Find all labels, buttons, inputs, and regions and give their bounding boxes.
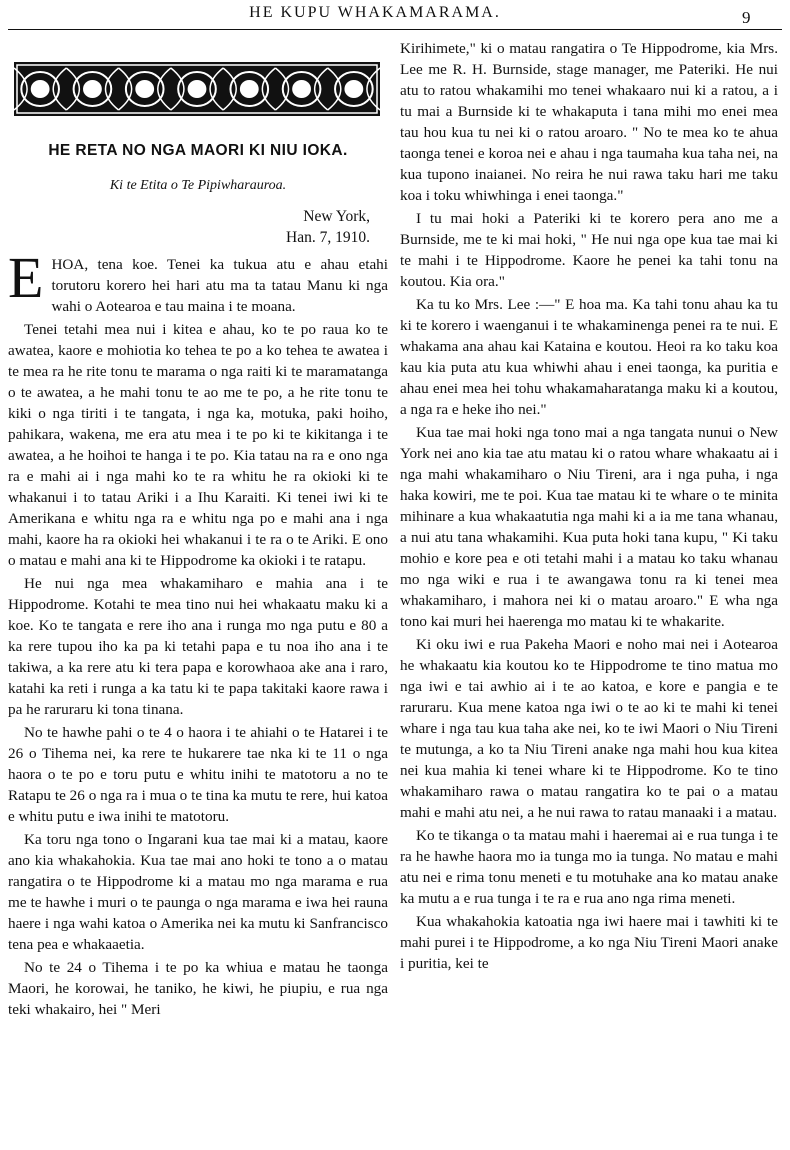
paragraph: I tu mai hoki a Pateriki ki te korero pera ano me a Burnside, me te ki mai hoki, " He nui nga ope kua tae mai ki te mahi i te Hippodrome. Kaore he penei ka tahi tonu na koutou. Kia ora." (400, 210, 778, 290)
ornament-core (31, 80, 50, 98)
running-title: HE KUPU WHAKAMARAMA. (249, 4, 501, 21)
drop-cap: E (8, 245, 44, 310)
dateline-date: Han. 7, 1910. (286, 229, 370, 246)
paragraph: Ka toru nga tono o Ingarani kua tae mai ki a matau, kaore ano kia whakahokia. Kua tae mai ano hoki te tono a o matau rangatira o te Hippodrome ki a matau mo nga marama e rua me te hawhe i muri o te paunga o nga marama e iwa hei rauna haere i nga wahi katoa o Amerika nei ka mutu ki Sanfrancisco tena pea e whakaaetia. (8, 831, 388, 953)
paragraph: No te hawhe pahi o te 4 o haora i te ahiahi o te Hatarei i te 26 o Tihema nei, ka rere te hukarere tae nka ki te 11 o nga haora o te po e toru putu e whitu inihi te matotoru a no te Ratapu te 26 o nga ra i mua o te tina ka mutu te rere, hui katoa e whitu putu e iwa inihi te matotoru. (8, 724, 388, 825)
ornament-core (135, 80, 154, 98)
paragraph: Kua whakahokia katoatia nga iwi haere mai i tawhiti ki te mahi purei i te Hippodrome, a ko nga Niu Tireni Maori anake i puritia, kei te (400, 913, 778, 972)
paragraph: Kua tae mai hoki nga tono mai a nga tangata nunui o New York nei ano kia tae atu matau ki o ratou whare whakaatu ai i nga mahi whakamiharo o Niu Tireni, ara i nga puha, i nga haka kowiri, me te poi. Kua tae matau ki te whare o te minita mihinare a kua whakaatutia nga mahi ki a ia me tana whanau, a nui atu tana whakamihi. Kua puta hoki tana kupu, " Ki taku mohio e kore pea e oti tetahi mahi i a matau ko taku whanau mo nga wiki e rua i te awangawa tonu ra ki tenei mea whakamiharo, i mahora nei ki o matau aroaro." E wha nga tono kai muri hei haerenga mo matau ki te whakarite. (400, 424, 778, 630)
paragraph: Ko te tikanga o ta matau mahi i haeremai ai e rua tunga i te ra he hawhe haora mo ia tunga mo ia tunga. No matau e mahi atu nei e rima tonu meneti e tu motuhake ana ko matau anake ka mutu a e rua tunga i te ra e rua ano nga rima meneti. (400, 827, 778, 907)
ornament-core (344, 80, 363, 98)
paragraph-continued: Kirihimete," ki o matau rangatira o Te Hippodrome, kia Mrs. Lee me R. H. Burnside, stage manager, me Pateriki. He nui atu to ratou whakamihi mo tenei whakaaro nui ki a ratou, a i tu mai a Burnside ki te whakaputa i tana mihi mo enei mea tau hou kua tu nei ki o ratou aroaro. " No te mea ko te ahua taonga tenei e koroa nei e ahau i nga taumaha kua taha nei, na kua tupono inaianei. No reira he nui rawa taku hari me taku koa i toku whiwhinga i enei taonga." (400, 40, 778, 204)
article-title: HE RETA NO NGA MAORI KI NIU IOKA. (48, 142, 348, 159)
ornament-core (83, 80, 102, 98)
header-rule (8, 29, 782, 30)
paragraph: Tenei tetahi mea nui i kitea e ahau, ko te po raua ko te awatea, kaore e mohiotia ko tehea te po a ko tehea te awatea i te mea ra he rite tonu te marama o nga raiti ki te maramatanga o te awatea, a he mahi tonu te ao me te po, a he rite tonu te kiki o nga tiriti i te tangata, i nga ka, motuka, paki hoiho, pahikara, wakena, me era atu mea i te po ki te kikitanga i te awatea, a he hoihoi te hanga i te po. Kia tatau na ra e ono nga ra e mahi ai i nga mahi ko te ra whitu he ra okioki ki te whakanui i to tatau Ariki i a Ihu Karaiti. Ki tenei iwi ki te Amerikana e whitu nga ra e whitu nga po e mahi ana i nga mahi, kaore ha ra okioki hei whakanui i te ra o te Ariki. E ono o matau e mahi ana ki te Hippodrome ka okioki i te ratapu. (8, 321, 388, 569)
decorative-ornament-band (14, 62, 380, 116)
running-head (0, 0, 790, 40)
column-left (8, 140, 388, 1022)
ornament-core (292, 80, 311, 98)
ornament-core (188, 80, 207, 98)
dateline (8, 206, 370, 248)
paragraph: No te 24 o Tihema i te po ka whiua e matau he taonga Maori, he korowai, he taniko, he kiwi, he piupiu, e rua nga teki whakairo, hei " Meri (8, 959, 388, 1018)
paragraph: Ka tu ko Mrs. Lee :—" E hoa ma. Ka tahi tonu ahau ka tu ki te korero i waenganui i te whakaminenga penei ra te nui. E whakama ana ahau kai Kataina e koutou. Heoi ra ko taku koa kau kia puta atu kua whiwhi ahau i enei taonga, ka puritia e ahau enei mea hei tohu whakamaharatanga maku ki a koutou, a nga ra e heke iho nei." (400, 296, 778, 418)
first-paragraph (8, 245, 388, 317)
paragraph: He nui nga mea whakamiharo e mahia ana i te Hippodrome. Kotahi te mea tino nui hei whakaatu maku ki a koe. Ko te tangata e rere iho ana i runga mo nga putu e 80 a ka rere tupou iho ka pa ki tetahi papa e tu noa iho ana i te takiwa, a ka rere atu ki tera papa e korowhaoa ake ana i raro, katahi ka reti i runga a ka tatu ki te papa takitaki kaore rawa i pa he raruraru ki tona tinana. (8, 575, 388, 718)
dateline-place: New York, (303, 208, 370, 225)
first-paragraph-text: HOA, tena koe. Tenei ka tukua atu e ahau etahi torutoru korero hei hari atu ma ta tatau Manu ki nga wahi o Aotearoa e tau maina i te moana. (51, 256, 388, 315)
column-right (400, 38, 778, 976)
page-number: 9 (742, 8, 751, 27)
paragraph: Ki oku iwi e rua Pakeha Maori e noho mai nei i Aotearoa he whakaatu kia koutou ko te Hippodrome te tino matua mo nga iwi e tai awhio ai i te ao katoa, e kore e pangia e te raruraru. Kua mene katoa nga iwi o te ao ki te mahi ki tenei whare i nga tau kua taha ake nei, ko te iwi Maori o Niu Tireni te mutunga, a ko ta Niu Tireni anake nga mahi hou kua kitea nei kua mahia ki tenei whare ki te Hippodrome. Ko te tino whakamiharo rawa o matau rangatira ko te pai o a matau mahi e mahi atu nei, a he nui rawa to ratau manaaki i a matau. (400, 636, 778, 821)
article-subtitle: Ki te Etita o Te Pipiwharauroa. (109, 178, 287, 193)
ornament-core (240, 80, 259, 98)
